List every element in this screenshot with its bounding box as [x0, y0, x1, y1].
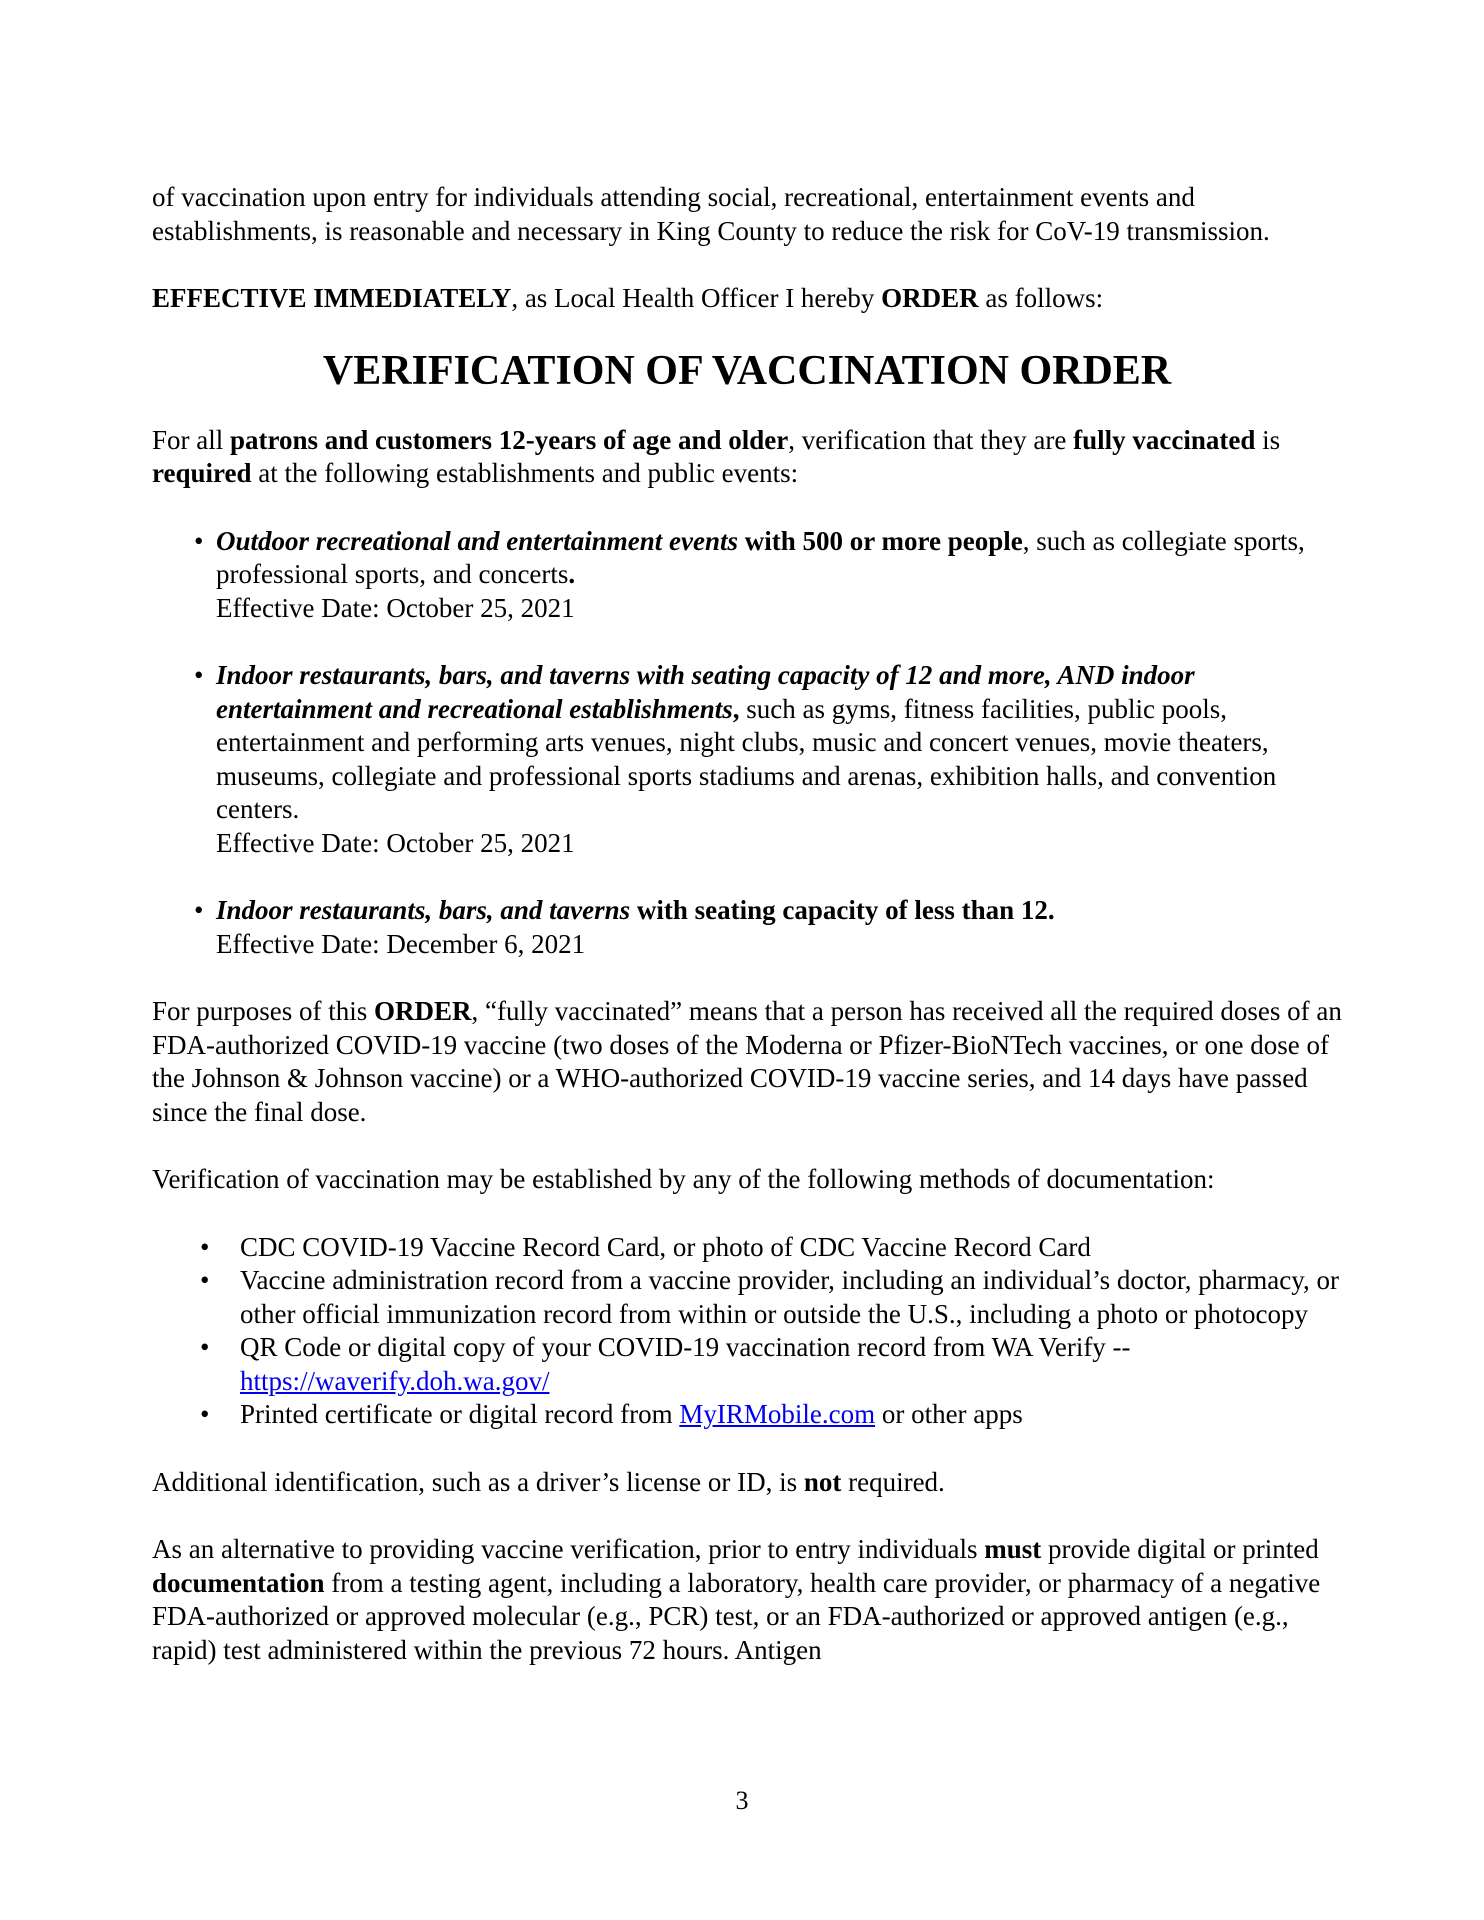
effective-immediately-label: EFFECTIVE IMMEDIATELY — [152, 283, 512, 313]
list-item: • Outdoor recreational and entertainment events with 500 or more people, such as collegiate sports, professional sports, and concerts. Effective Date: October 25, 2021 — [194, 525, 1305, 623]
bullet-icon: • — [194, 525, 204, 556]
bullet-icon: • — [194, 660, 204, 690]
list-item: • QR Code or digital copy of your COVID-19 vaccination record from WA Verify -- https://waverify.doh.wa.gov/ — [200, 1332, 1131, 1396]
document-page — [152, 181, 1342, 1667]
alternative-paragraph: As an alternative to providing vaccine verification, prior to entry individuals must provide digital or printed documentation from a testing agent, including a laboratory, health care provider, or pharmacy of a negative FDA-authorized or approved molecular (e.g., PCR) test, or an FDA-authorized or approved antigen (e.g., rapid) test administered within the previous 72 hours. Antigen — [152, 1534, 1321, 1665]
list-item: • Indoor restaurants, bars, and taverns with seating capacity of less than 12. Effective Date: December 6, 2021 — [194, 895, 1055, 959]
bullet-icon: • — [200, 1399, 210, 1429]
list-item: • CDC COVID-19 Vaccine Record Card, or photo of CDC Vaccine Record Card — [152, 1231, 1342, 1265]
scope-paragraph: For all patrons and customers 12-years of age and older, verification that they are fully vaccinated is required at the following establishments and public events: — [152, 424, 1281, 488]
page-number: 3 — [735, 1786, 749, 1815]
effective-date: Effective Date: December 6, 2021 — [216, 928, 586, 959]
methods-intro: Verification of vaccination may be established by any of the following methods of documentation: — [152, 1164, 1215, 1194]
effective-date: Effective Date: October 25, 2021 — [216, 827, 575, 858]
intro-paragraph: of vaccination upon entry for individuals attending social, recreational, entertainment events and establishments, is reasonable and necessary in King County to reduce the risk for CoV-19 transmission. — [152, 182, 1270, 246]
effective-paragraph: EFFECTIVE IMMEDIATELY, as Local Health Officer I hereby ORDER as follows: — [152, 283, 1104, 313]
order-label: ORDER — [881, 283, 979, 313]
establishment-list — [152, 525, 1342, 962]
list-item: • Vaccine administration record from a vaccine provider, including an individual’s doctor, pharmacy, or other official immunization record from within or outside the U.S., including a photo or photocopy — [200, 1265, 1339, 1329]
order-title: VERIFICATION OF VACCINATION ORDER — [322, 347, 1172, 394]
documentation-list — [152, 1231, 1342, 1432]
list-item: • Printed certificate or digital record from MyIRMobile.com or other apps — [152, 1398, 1342, 1432]
effective-date: Effective Date: October 25, 2021 — [216, 592, 575, 623]
bullet-icon: • — [200, 1231, 210, 1262]
waverify-link[interactable]: https://waverify.doh.wa.gov/ — [240, 1365, 550, 1396]
list-item: • Indoor restaurants, bars, and taverns with seating capacity of 12 and more, AND indoor entertainment and recreational establishments, such as gyms, fitness facilities, public pools, entertainment and performing arts venues, night clubs, music and concert venues, movie theaters, museums, collegiate and professional sports stadiums and arenas, exhibition halls, and convention centers. Effective Date: October 25, 2021 — [194, 660, 1277, 858]
bullet-icon: • — [194, 895, 204, 925]
definition-paragraph: For purposes of this ORDER, “fully vaccinated” means that a person has received all the required doses of an FDA-authorized COVID-19 vaccine (two doses of the Moderna or Pfizer-BioNTech vaccines, or one dose of the Johnson & Johnson vaccine) or a WHO-authorized COVID-19 vaccine series, and 14 days have passed since the final dose. — [152, 996, 1342, 1127]
bullet-icon: • — [200, 1265, 210, 1295]
bullet-icon: • — [200, 1332, 210, 1362]
identification-paragraph: Additional identification, such as a driver’s license or ID, is not required. — [152, 1466, 945, 1497]
myirmobile-link[interactable]: MyIRMobile.com — [679, 1399, 876, 1429]
